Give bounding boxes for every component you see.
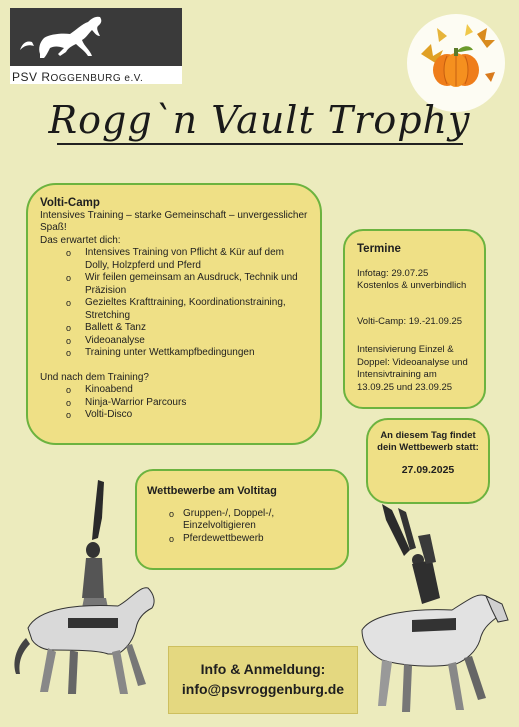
list-item: o Volti-Disco: [74, 409, 310, 422]
list-item: o Videoanalyse: [74, 335, 310, 348]
title-underline: [57, 143, 463, 145]
wettbewerbe-list: [147, 508, 337, 546]
list-item: o Ninja-Warrior Parcours: [74, 397, 310, 410]
competition-date: 27.09.2025: [401, 464, 455, 476]
list-item: o Ballett & Tanz: [74, 322, 310, 335]
list-item: o Intensives Training von Pflicht & Kür auf dem Dolly, Holzpferd und Pferd: [74, 247, 310, 272]
camp-expect-label: Das erwartet dich:: [40, 234, 121, 246]
volti-camp-box: [26, 183, 322, 445]
camp-intro: Intensives Training – starke Gemeinschaft – unvergesslicher Spaß!: [40, 209, 308, 233]
info-heading: Info & Anmeldung:: [200, 661, 326, 677]
competition-text: An diesem Tag findet dein Wettbewerb statt:: [377, 430, 479, 453]
termine-box: [343, 229, 486, 409]
club-logo: [10, 8, 182, 84]
horse-logo-icon: [10, 8, 182, 66]
page-title: Rogg`n Vault Trophy: [48, 98, 471, 142]
camp-dates: Volti-Camp: 19.-21.09.25: [357, 315, 463, 327]
camp-heading: Volti-Camp: [40, 197, 100, 209]
intensiv-dates: Intensivierung Einzel & Doppel: Videoanalyse und Intensivtraining am 13.09.25 und 23.09.25: [357, 344, 468, 393]
list-item: o Gruppen-/, Doppel-/, Einzelvoltigieren: [169, 508, 337, 533]
infotag-date: Infotag: 29.07.25: [357, 267, 429, 279]
info-email[interactable]: info@psvroggenburg.de: [181, 681, 345, 697]
vaulting-horse-right-illustration: [352, 500, 517, 722]
list-item: o Training unter Wettkampfbedingungen: [74, 347, 310, 360]
termine-heading: Termine: [357, 243, 401, 255]
camp-after-list: [40, 384, 310, 422]
vaulting-horse-left-illustration: [8, 478, 168, 708]
camp-list: [40, 247, 310, 360]
club-name: PSV ROGGENBURG e.V.: [12, 70, 144, 84]
infotag-note: Kostenlos & unverbindlich: [357, 280, 467, 291]
list-item: o Gezieltes Krafttraining, Koordinationstraining, Stretching: [74, 297, 310, 322]
list-item: o Pferdewettbewerb: [169, 533, 337, 546]
camp-after-label: Und nach dem Training?: [40, 371, 149, 383]
list-item: o Kinoabend: [74, 384, 310, 397]
competition-day-box: [366, 418, 490, 504]
wettbewerbe-heading: Wettbewerbe am Voltitag: [147, 485, 277, 497]
info-registration-box: [168, 646, 358, 714]
logo-banner: [10, 8, 182, 66]
list-item: o Wir feilen gemeinsam an Ausdruck, Technik und Präzision: [74, 272, 310, 297]
